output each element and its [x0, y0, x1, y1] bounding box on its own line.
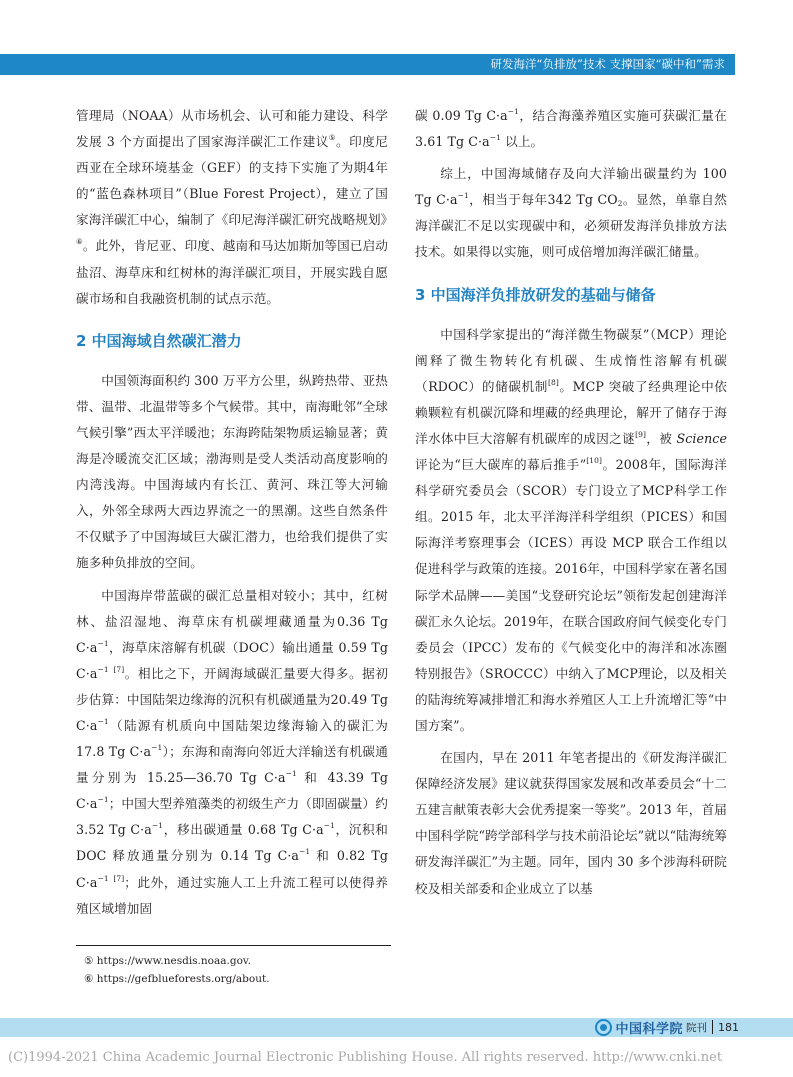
left-paragraph-1: 管理局（NOAA）从市场机会、认可和能力建设、科学发展 3 个方面提出了国家海洋碳汇工作建议⑤。印度尼西亚在全球环境基金（GEF）的支持下实施了为期4年的“蓝色森林项目”（Blue Forest Project），建立了国家海洋碳汇中心，编制了《印尼海洋碳汇研究战略规划》⑥。此外，肯尼亚、印度、越南和马达加斯加等国已启动盐沼、海草床和红树林的海洋碳汇项目，开展实践自愿碳市场和自我融资机制的试点示范。	[76, 108, 394, 306]
page-number: 181	[718, 1020, 739, 1034]
footnote-5[interactable]: ⑤ https://www.nesdis.noaa.gov.	[84, 955, 251, 967]
right-paragraph-3: 中国科学家提出的“海洋微生物碳泵”（MCP）理论阐释了微生物转化有机碳、生成惰性溶解有机碳（RDOC）的储碳机制[8]。MCP 突破了经典理论中依赖颗粒有机碳沉降和埋藏的经典理论，解开了储存于海洋水体中巨大溶解有机碳库的成因之谜[9]，被 Science 评论为“巨大碳库的幕后推手”[10]。2008年，国际海洋科学研究委员会（SCOR）专门设立了MCP科学工作组。2015 年，北太平洋海洋科学组织（PICES）和国际海洋考察理事会（ICES）再设 MCP 联合工作组以促进科学与政策的连接。2016年，中国科学家在著名国际学术品牌——美国“戈登研究论坛”领衔发起创建海洋碳汇永久论坛。2019年，在联合国政府间气候变化专门委员会（IPCC）发布的《气候变化中的海洋和冰冻圈特别报告》（SROCCC）中纳入了MCP理论，以及相关的陆海统筹减排增汇和海水养殖区人工上升流增汇等“中国方案”。	[415, 326, 727, 733]
footnote-divider	[76, 945, 391, 946]
left-paragraph-2: 中国领海面积约 300 万平方公里，纵跨热带、亚热带、温带、北温带等多个气候带。其中，南海毗邻“全球气候引擎”西太平洋暖池；东海跨陆架物质运输显著；黄海是冷暖流交汇区域；渤海则是受人类活动高度影响的内湾浅海。中国海域内有长江、黄河、珠江等大河输入，外邻全球两大西边界流之一的黑潮。这些自然条件不仅赋予了中国海域巨大碳汇潜力，也给我们提供了实施多种负排放的空间。	[76, 372, 388, 571]
left-paragraph-3: 中国海岸带蓝碳的碳汇总量相对较小；其中，红树林、盐沼湿地、海草床有机碳埋藏通量为0.36 Tg $C\cdot a^{-1}$，海草床溶解有机碳（DOC）输出通量 0.59 Tg $C\cdot a^{-1}$ [7]。相比之下，开阔海域碳汇量要大得多。据初步估算：中国陆架边缘海的沉积有机碳通量为20.49 Tg $C\cdot a^{-1}$（陆源有机质向中国陆架边缘海输入的碳汇为17.8 Tg $C\cdot a^{-1}$）；东海和南海向邻近大洋输送有机碳通量分别为 15.25—36.70 Tg $C\cdot a^{-1}$ 和 43.39 Tg $C\cdot a^{-1}$；中国大型养殖藻类的初级生产力（即固碳量）约 3.52 Tg $C\cdot a^{-1}$，移出碳通量 0.68 Tg $C\cdot a^{-1}$，沉积和 DOC 释放通量分别为 0.14 Tg $C\cdot a^{-1}$ 和 0.82 Tg $C\cdot a^{-1}$ [7]；此外，通过实施人工上升流工程可以使得养殖区域增加固	[76, 587, 389, 916]
section-3-heading: 3 中国海洋负排放研发的基础与储备	[415, 285, 656, 304]
right-paragraph-4: 在国内，早在 2011 年笔者提出的《研发海洋碳汇保障经济发展》建议就获得国家发展和改革委员会“十二五建言献策表彰大会优秀提案一等奖”。2013 年，首届中国科学院“跨学部科学与技术前沿论坛”就以“陆海统筹研发海洋碳汇”为主题。同年，国内 30 多个涉海科研院校及相关部委和企业成立了以基	[415, 750, 727, 896]
footer-journal-info	[595, 1015, 739, 1039]
journal-name: 中国科学院	[615, 1021, 683, 1037]
right-paragraph-2: 综上，中国海域储存及向大洋输出碳量约为 100 Tg $C\cdot a^{-1}$，相当于每年342 Tg $CO_2$。显然，单靠自然海洋碳汇不足以实现碳中和，必须研发海洋负排放方法技术。如果得以实施，则可成倍增加海洋碳汇储量。	[415, 166, 727, 260]
running-header-bar	[0, 54, 735, 75]
copyright-notice: (C)1994-2021 China Academic Journal Electronic Publishing House. All rights reserved. http://www.cnki.net	[8, 1050, 723, 1065]
footer-divider	[712, 1020, 713, 1034]
left-column	[76, 103, 394, 922]
citation-10[interactable]: [10]	[586, 456, 603, 466]
section-2-heading: 2 中国海域自然碳汇潜力	[76, 331, 242, 350]
journal-logo-icon	[595, 1019, 612, 1036]
right-column	[415, 103, 727, 902]
citation-7[interactable]: [7]	[113, 664, 125, 674]
citation-7-second[interactable]: [7]	[113, 873, 125, 883]
footnote-ref-5[interactable]: ⑤	[328, 133, 337, 143]
right-paragraph-1: 碳 0.09 Tg $C\cdot a^{-1}$，结合海藻养殖区实施可获碳汇量在3.61 Tg $C\cdot a^{-1}$ 以上。	[415, 107, 727, 150]
footnote-6[interactable]: ⑥ https://gefblueforests.org/about.	[84, 973, 270, 985]
running-header-title: 研发海洋“负排放”技术 支撑国家“碳中和”需求	[490, 57, 725, 71]
citation-9[interactable]: [9]	[635, 429, 647, 439]
footnotes	[84, 952, 270, 988]
footnote-ref-6[interactable]: ⑥	[76, 237, 83, 247]
citation-8[interactable]: [8]	[547, 377, 559, 387]
science-journal-name: Science	[676, 430, 727, 446]
journal-yuankan: 院刊	[686, 1021, 707, 1034]
